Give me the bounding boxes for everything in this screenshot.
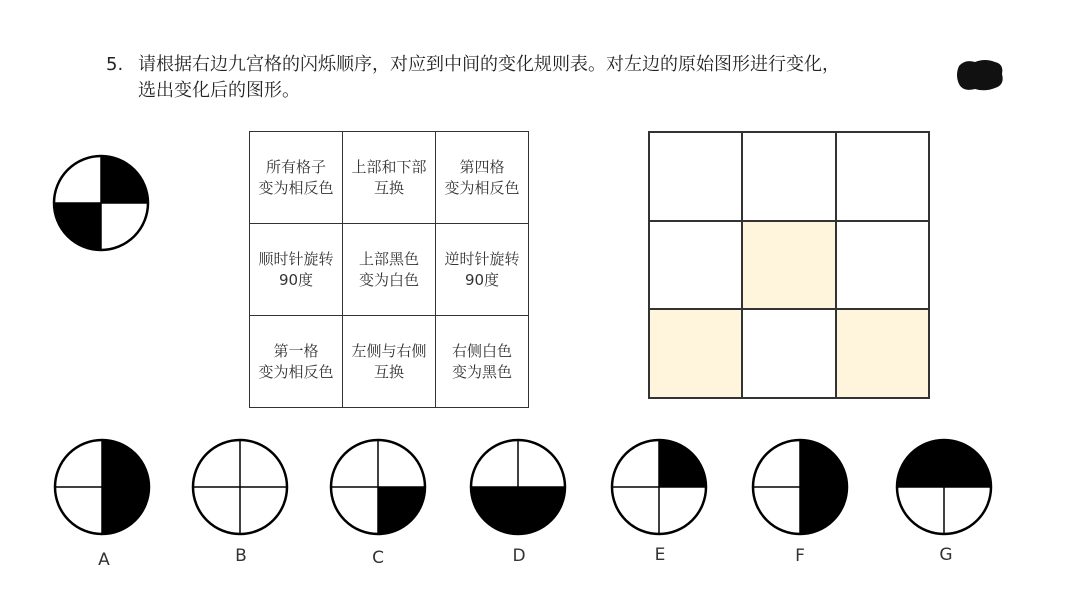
option-label-a: A <box>98 550 110 570</box>
question-text-line2: 选出变化后的图形。 <box>138 80 300 101</box>
option-g-figure[interactable] <box>892 435 996 539</box>
option-c-figure[interactable] <box>326 435 430 539</box>
rule-text: 左侧与右侧 <box>351 341 427 360</box>
option-label-f: F <box>795 546 805 566</box>
rule-text: 变为黑色 <box>451 362 512 381</box>
rule-text: 所有格子 <box>265 157 326 176</box>
rule-text: 逆时针旋转 <box>444 249 520 268</box>
option-label-e: E <box>654 545 666 565</box>
question-text-line1: 请根据右边九宫格的闪烁顺序，对应到中间的变化规则表。对左边的原始图形进行变化， <box>138 54 840 75</box>
option-f-figure[interactable] <box>748 435 852 539</box>
option-label-c: C <box>372 548 384 568</box>
option-label-g: G <box>939 545 953 565</box>
rule-text: 上部和下部 <box>351 157 427 176</box>
rule-text: 第四格 <box>459 157 505 176</box>
rule-text: 变为相反色 <box>444 178 520 197</box>
option-label-b: B <box>235 546 247 566</box>
rule-text: 顺时针旋转 <box>258 249 334 268</box>
option-label-d: D <box>512 546 526 566</box>
rule-text: 90度 <box>278 270 314 289</box>
option-d-figure[interactable] <box>466 435 570 539</box>
rule-text: 变为相反色 <box>258 178 334 197</box>
rule-text: 第一格 <box>273 341 319 360</box>
option-b-figure[interactable] <box>188 435 292 539</box>
rule-text: 互换 <box>373 362 404 381</box>
question-number: 5. <box>106 54 124 75</box>
rule-text: 上部黑色 <box>358 249 419 268</box>
option-e-figure[interactable] <box>607 435 711 539</box>
rule-text: 变为白色 <box>358 270 419 289</box>
rule-text: 右侧白色 <box>451 341 512 360</box>
option-a-figure[interactable] <box>50 435 154 539</box>
rule-text: 变为相反色 <box>258 362 334 381</box>
rule-text: 互换 <box>373 178 404 197</box>
rule-text: 90度 <box>464 270 500 289</box>
